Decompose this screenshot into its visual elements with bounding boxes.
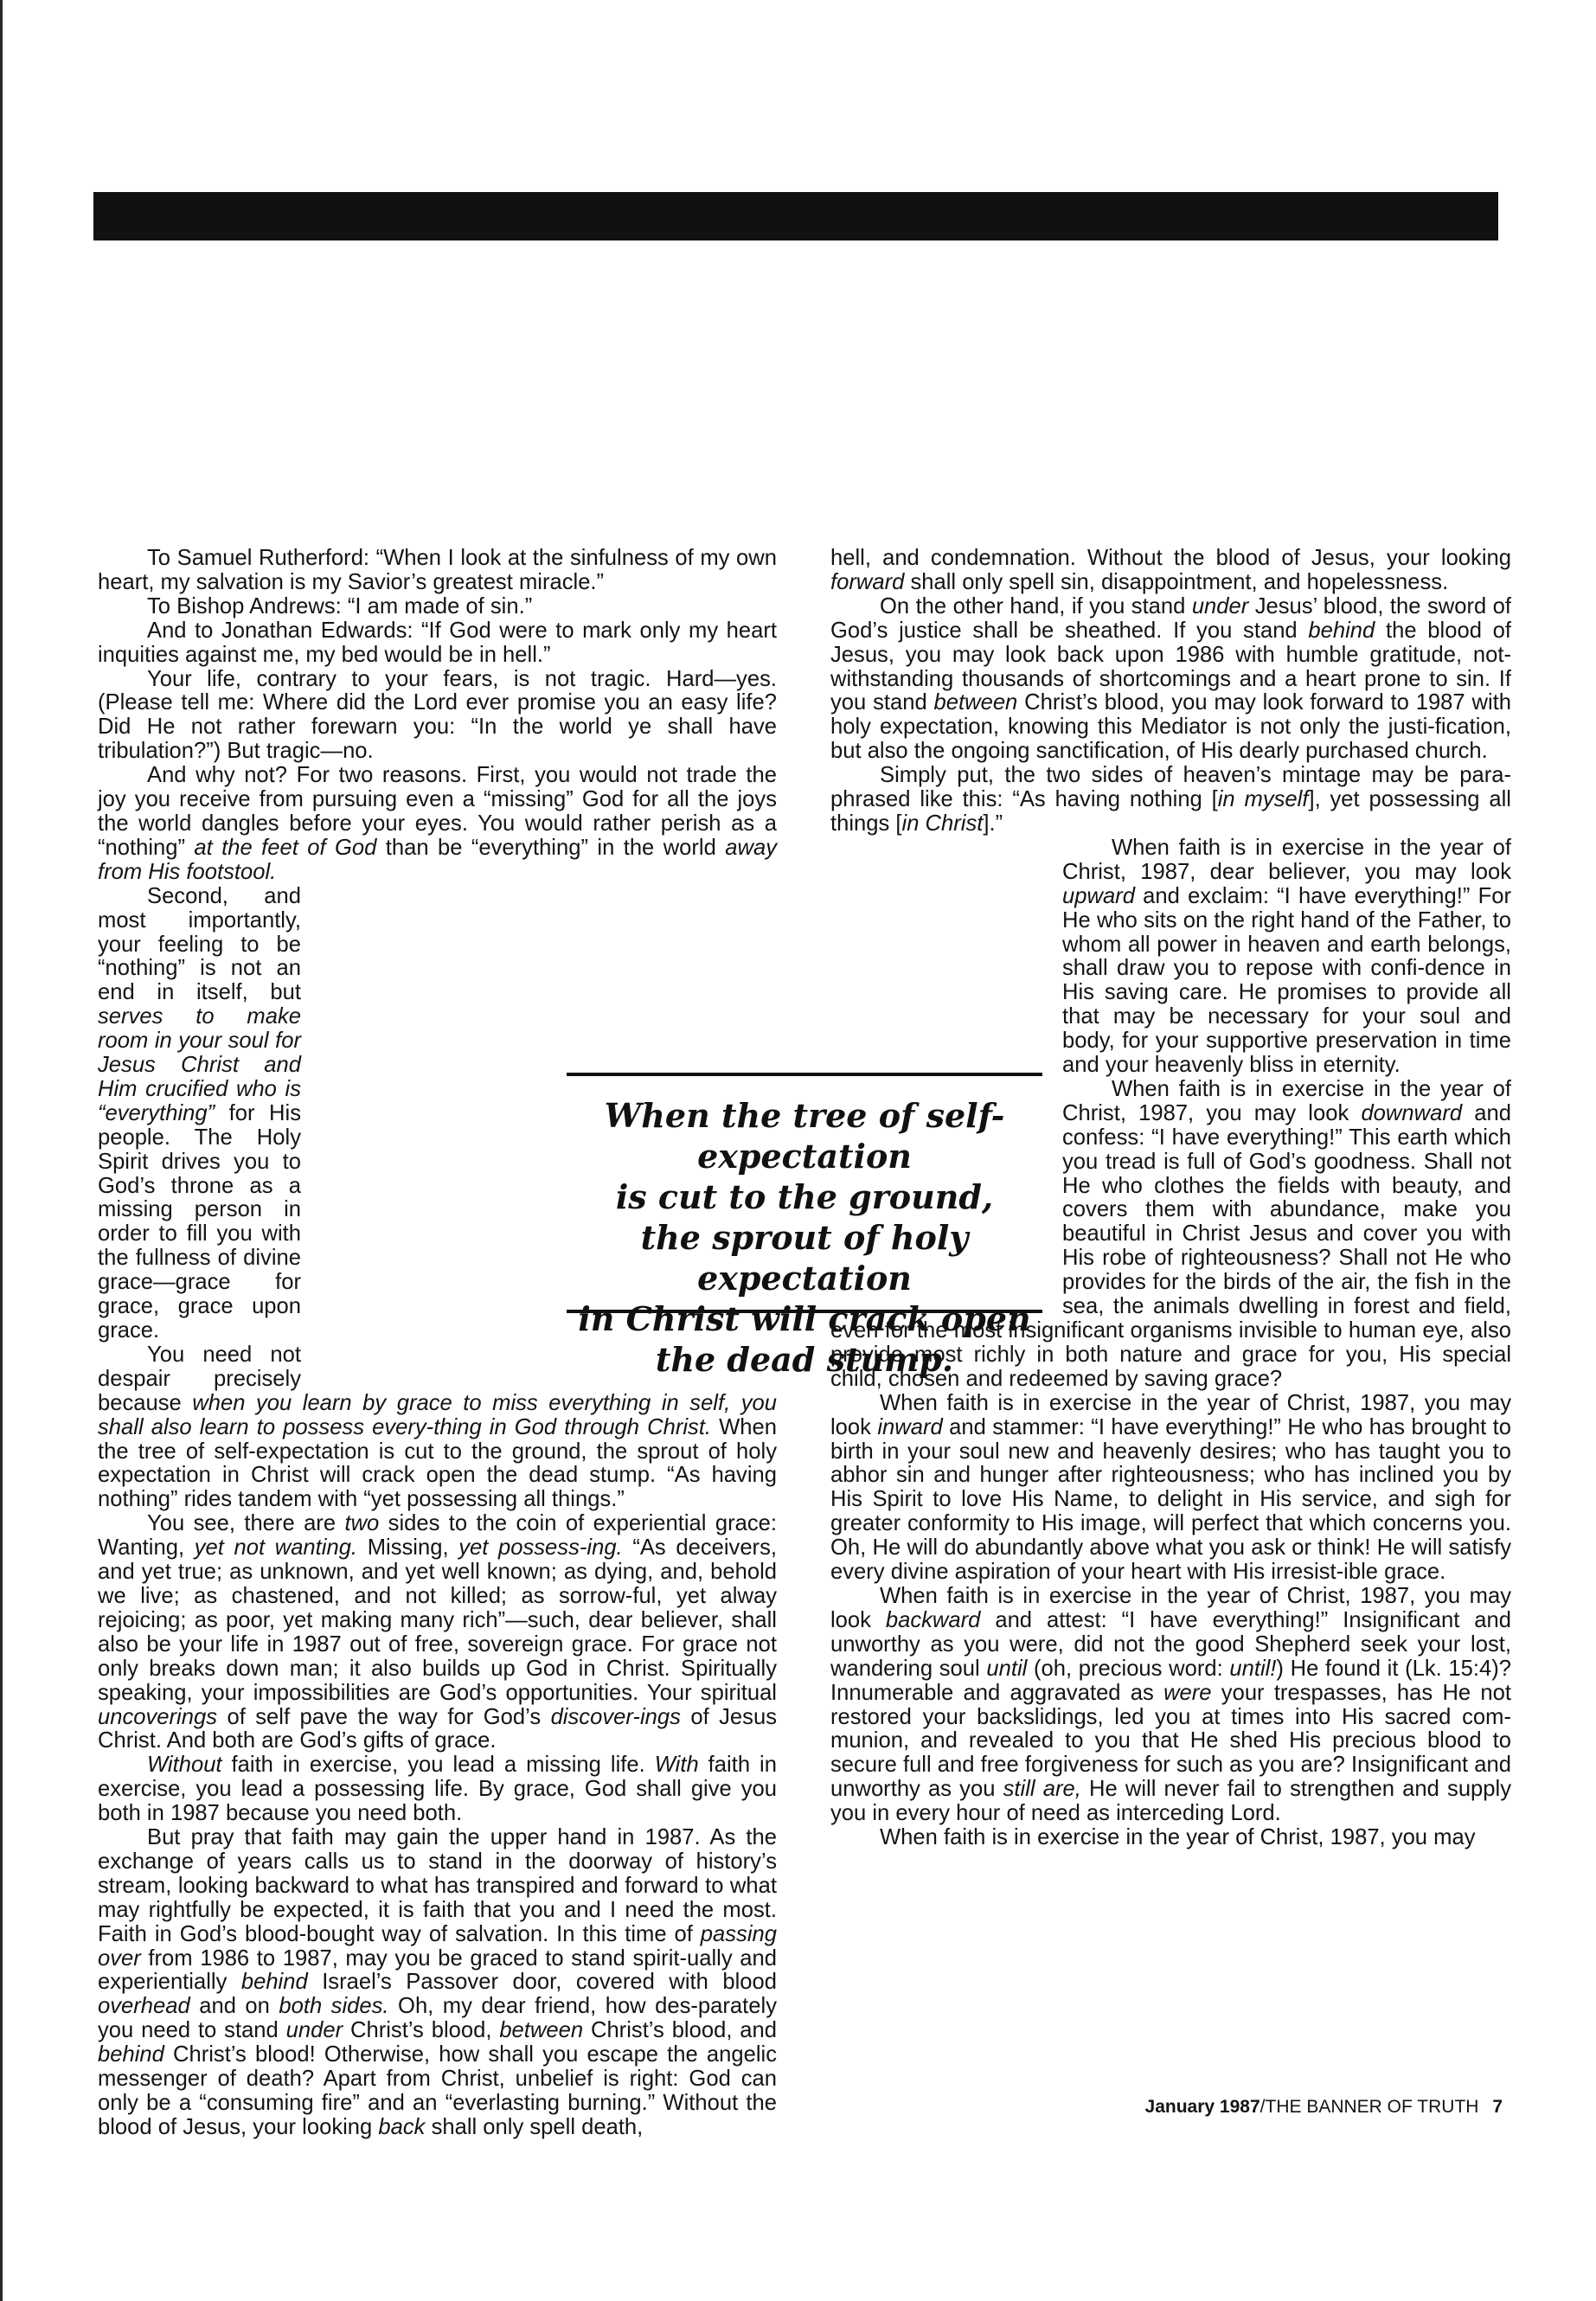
- text-run: from 1986 to 1987, may you be graced to stand spirit-ually and experientially: [98, 1945, 777, 1995]
- italic-run: upward: [1062, 883, 1135, 908]
- paragraph: [830, 1392, 1511, 1585]
- page-footer: [1145, 2097, 1503, 2118]
- italic-run: behind: [240, 1970, 308, 1995]
- text-run: Israel’s Passover door, covered with blood: [307, 1970, 777, 1995]
- italic-run: uncoverings: [98, 1704, 218, 1729]
- italic-run: behind: [98, 2042, 164, 2067]
- italic-run: away from His footstool.: [98, 835, 778, 884]
- text-run: faith in exercise, you lead a missing life.: [221, 1753, 655, 1778]
- text-run: And to Jonathan Edwards: “If God were to mark only my heart inquities against me, my bed would be in hell.”: [98, 618, 777, 667]
- header-bar: [93, 192, 1498, 240]
- text-run: And why not? For two reasons. First, you would not trade the joy you receive from pursuing even a “missing” God for all the joys the world dangles before your eyes. You would rather perish as a “nothing”: [98, 763, 777, 860]
- footer-publication: THE BANNER OF TRUTH: [1265, 2097, 1479, 2117]
- text-run: and stammer: “I have everything!” He who has brought to birth in your soul new and heavenly desires; who has taught you to abhor sin and hunger after righteousness; who has inclined you by His Spirit to love His Name, to delight in His service, and sigh for greater conformity to His image, will perfect that which concerns you. Oh, He will do abundantly above what you ask or think! He will satisfy every divine aspiration of your heart with His irresist-ible grace.: [830, 1414, 1512, 1585]
- text-run: Christ’s blood,: [343, 2018, 500, 2043]
- paragraph: [98, 1512, 777, 1753]
- text-run: your trespasses, has He not restored your backslidings, led you at times into His sacred com-munion, and revealed to you that He shed His precious blood to secure full and free forgiveness for such as you are? Insignificant and unworthy as you: [830, 1680, 1511, 1802]
- text-run: of Jesus Christ. And both are God’s gifts of grace.: [98, 1704, 777, 1753]
- paragraph: [830, 764, 1511, 836]
- text-run: ], yet possessing all things [: [830, 787, 1511, 836]
- text-run: and on: [189, 1994, 279, 2019]
- text-run: and exclaim: “I have everything!” For He who sits on the right hand of the Father, to whom all power in heaven and earth belongs, shall draw you to repose with confi-dence in His saving care. He promises to provide all that may be necessary for your soul and body, for your supportive preservation in time and your heavenly bliss in eternity.: [1062, 883, 1511, 1078]
- text-run: and attest: “I have everything!” Insignificant and unworthy as you were, did not the good Shepherd seek your lost, wandering soul: [830, 1607, 1511, 1681]
- pull-quote-line: is cut to the ground,: [615, 1177, 994, 1216]
- text-run: To Bishop Andrews: “I am made of sin.”: [147, 593, 533, 619]
- text-run: hell, and condemnation. Without the blood of Jesus, your looking: [830, 546, 1511, 570]
- paragraph: [98, 619, 777, 668]
- italic-run: in Christ: [901, 811, 984, 836]
- italic-run: under: [1191, 593, 1249, 619]
- italic-run: overhead: [98, 1994, 190, 2019]
- text-run: When faith is in exercise in the year of Christ, 1987, dear believer, you may look: [1062, 835, 1511, 884]
- text-run: sides to the coin of experiential grace: Wanting,: [98, 1511, 777, 1561]
- italic-run: serves to make room in your soul for Jesus Christ and Him crucified who is “everything”: [98, 1004, 301, 1125]
- text-run: Oh, my dear friend, how des-parately you need to stand: [98, 1994, 777, 2043]
- text-run: faith in exercise, you lead a possessing life. By grace, God shall give you both in 1987 because you need both.: [98, 1753, 777, 1826]
- paragraph: [98, 1826, 777, 2140]
- paragraph: [830, 1585, 1511, 1826]
- italic-run: until!: [1229, 1656, 1277, 1681]
- footer-date: January 1987: [1144, 2097, 1260, 2117]
- pull-quote-line: the dead stump.: [655, 1340, 954, 1379]
- italic-run: between: [933, 690, 1018, 715]
- page-edge: [0, 0, 3, 2301]
- text-run: shall only spell sin, disappointment, and hopelessness.: [904, 569, 1449, 594]
- italic-run: still are,: [1003, 1777, 1081, 1802]
- italic-run: between: [499, 2018, 584, 2043]
- text-run: Christ’s blood, and: [583, 2018, 777, 2043]
- text-run: When faith is in exercise in the year of Christ, 1987, you may look: [830, 1583, 1511, 1632]
- text-run: On the other hand, if you stand: [880, 593, 1192, 619]
- text-run: When faith is in exercise in the year of Christ, 1987, you may look: [1062, 1076, 1511, 1125]
- italic-run: backward: [885, 1607, 981, 1632]
- italic-run: at the feet of God: [194, 835, 377, 860]
- text-run: He will never fail to strengthen and supply you in every hour of need as interceding Lord.: [830, 1777, 1511, 1826]
- paragraph: [98, 668, 777, 765]
- text-run: shall only spell death,: [425, 2114, 644, 2139]
- paragraph: [830, 595, 1511, 764]
- text-run: You see, there are: [147, 1511, 345, 1536]
- italic-run: both sides.: [279, 1994, 389, 2019]
- italic-run: yet possess-ing.: [458, 1535, 623, 1561]
- text-run: When faith is in exercise in the year of Christ, 1987, you may: [880, 1825, 1476, 1850]
- text-run: (oh, precious word:: [1027, 1656, 1230, 1681]
- italic-run: Without: [147, 1753, 222, 1778]
- italic-run: With: [654, 1753, 699, 1778]
- italic-run: two: [344, 1511, 380, 1536]
- text-run: than be “everything” in the world: [376, 835, 726, 860]
- text-run: Simply put, the two sides of heaven’s mintage may be para-phrased like this: “As having nothing [: [830, 763, 1511, 812]
- text-run: the blood of Jesus, you may look back upon 1986 with humble gratitude, not-withstanding thousands of shortcomings and a heart prone to sin. If you stand: [830, 618, 1511, 715]
- text-run: Christ’s blood! Otherwise, how shall you escape the angelic messenger of death? Apart from Christ, unbelief is right: God can only be a “consuming fire” and an “everlasting burning.” Without the blood of Jesus, your looking: [98, 2042, 777, 2139]
- text-run: When faith is in exercise in the year of Christ, 1987, you may look: [830, 1390, 1511, 1439]
- text-run: and confess: “I have everything!” This earth which you tread is full of God’s goodness. Shall not He who clothes the fields with beauty, and covers them with abundance, make you beautiful in Christ Jesus and cover you with His robe of righteousness? Shall not He who provides for the birds of the air, the fish in the sea, the animals dwelling in forest and field, even for the most insignificant organisms invisible to human eye, also provide most richly in both nature and grace for you, His special child, chosen and redeemed by saving grace?: [830, 1100, 1511, 1391]
- text-run: You need not despair precisely because: [98, 1342, 301, 1415]
- text-run: of self pave the way for God’s: [217, 1704, 551, 1729]
- text-run: Second, and most importantly, your feeling to be “nothing” is not an end in itself, but: [98, 883, 301, 1005]
- text-run: Your life, contrary to your fears, is not tragic. Hard—yes. (Please tell me: Where did the Lord ever promise you an easy life? Did He not rather forewarn you: “In the world ye shall have tribulation?”) But tragic—no.: [98, 666, 777, 764]
- paragraph: [830, 1826, 1511, 1850]
- pull-quote-line: the sprout of holy expectation: [640, 1218, 969, 1298]
- footer-separator: /: [1259, 2097, 1266, 2117]
- italic-run: in myself: [1217, 787, 1309, 812]
- page-number: 7: [1492, 2097, 1503, 2117]
- text-run: When the tree of self-expectation is cut to the ground, the sprout of holy expectation in Christ will crack open the dead stump. “As having nothing” rides tandem with “yet possessing all things.”: [98, 1414, 777, 1512]
- text-run: ].”: [983, 811, 1003, 836]
- italic-run: when you learn by grace to miss everything in self, you shall also learn to possess every-thing in God through Christ.: [98, 1390, 777, 1439]
- italic-run: inward: [877, 1414, 943, 1439]
- italic-run: yet not wanting.: [194, 1535, 358, 1561]
- italic-run: were: [1163, 1680, 1212, 1705]
- text-run: Christ’s blood, you may look forward to 1987 with holy expectation, knowing this Mediator is not only the justi-fication, but also the ongoing sanctification, of His dearly purchased church.: [830, 690, 1511, 764]
- italic-run: passing over: [98, 1921, 777, 1971]
- italic-run: downward: [1361, 1100, 1463, 1125]
- text-run: ) He found it (Lk. 15:4)? Innumerable and aggravated as: [830, 1656, 1511, 1705]
- paragraph: [98, 595, 777, 619]
- paragraph: [98, 1753, 777, 1826]
- italic-run: back: [378, 2114, 426, 2139]
- italic-run: behind: [1308, 618, 1375, 643]
- pull-quote: [567, 1073, 1042, 1379]
- italic-run: until: [986, 1656, 1028, 1681]
- text-run: Missing,: [357, 1535, 459, 1561]
- page-top-margin: [0, 0, 1596, 117]
- italic-run: discover-ings: [550, 1704, 681, 1729]
- text-run: Jesus’ blood, the sword of God’s justice shall be sheathed. If you stand: [830, 593, 1511, 643]
- text-run: But pray that faith may gain the upper hand in 1987. As the exchange of years calls us to stand in the doorway of history’s stream, looking backward to what has transpired and forward to what may rightfully be expected, it is faith that you and I need the most. Faith in God’s blood-bought way of salvation. In this time of: [98, 1825, 777, 1946]
- pull-quote-line: in Christ will crack open: [578, 1299, 1031, 1338]
- text-run: “As deceivers, and yet true; as unknown, and yet well known; as dying, and, behold we live; as chastened, and not killed; as sorrow-ful, yet alway rejoicing; as poor, yet making many rich”—such, dear believer, shall also be your life in 1987 out of free, sovereign grace. For grace not only breaks down man; it also builds up God in Christ. Spiritually speaking, your impossibilities are God’s opportunities. Your spiritual: [98, 1535, 777, 1705]
- paragraph: [98, 547, 777, 595]
- pull-quote-line: When the tree of self-expectation: [604, 1096, 1005, 1176]
- paragraph: [830, 547, 1511, 595]
- text-run: To Samuel Rutherford: “When I look at the sinfulness of my own heart, my salvation is my Savior’s greatest miracle.”: [98, 546, 777, 594]
- italic-run: under: [285, 2018, 343, 2043]
- text-run: for His people. The Holy Spirit drives you to God’s throne as a missing person in order to fill you with the fullness of divine grace—grace for grace, grace upon grace.: [98, 1100, 301, 1343]
- italic-run: forward: [830, 569, 905, 594]
- paragraph: [98, 764, 777, 885]
